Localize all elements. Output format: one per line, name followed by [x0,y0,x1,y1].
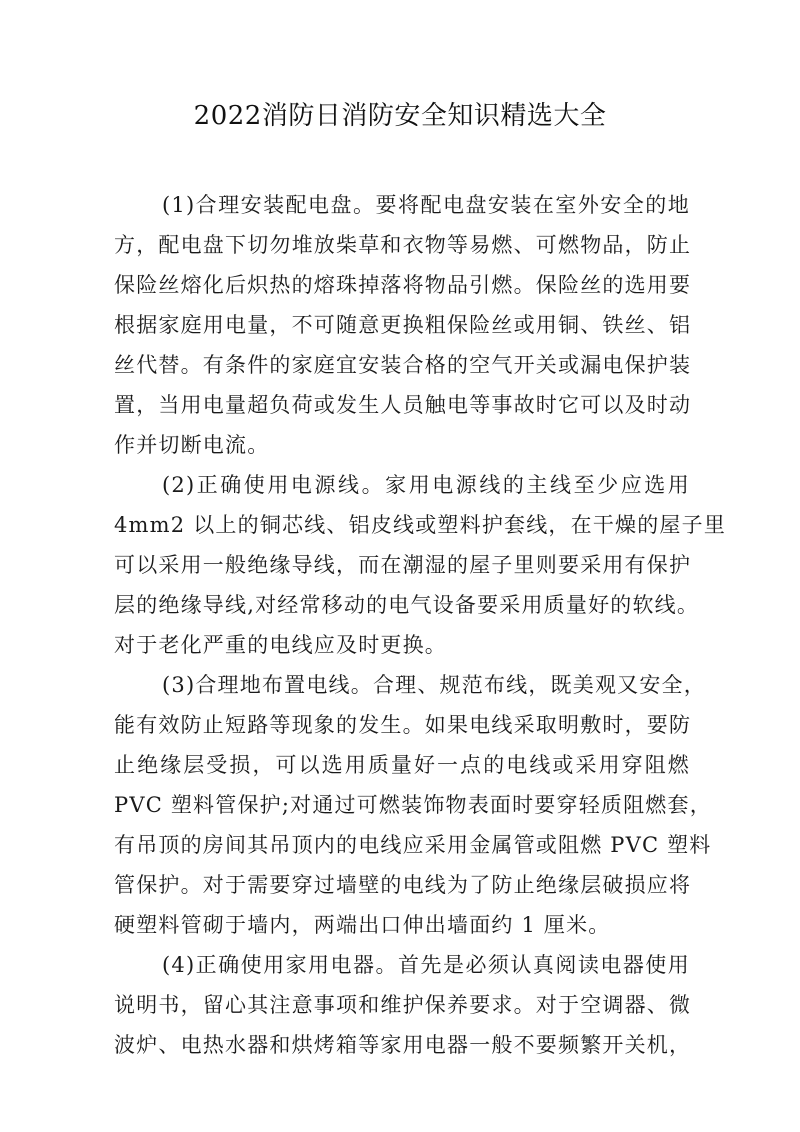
paragraph-3-line-7: 硬塑料管砌于墙内，两端出口伸出墙面约 1 厘米。 [114,913,611,937]
paragraph-1-line-4: 根据家庭用电量，不可随意更换粗保险丝或用铜、铁丝、铝 [114,313,692,337]
document-title: 2022消防日消防安全知识精选大全 [193,101,607,131]
paragraph-3-line-4: PVC 塑料管保护;对通过可燃装饰物表面时要穿轻质阻燃套， [114,793,712,817]
paragraph-2-line-1: (2)正确使用电源线。家用电源线的主线至少应选用 [162,473,690,497]
paragraph-2-line-4: 层的绝缘导线,对经常移动的电气设备要采用质量好的软线。 [114,593,700,617]
paragraph-3-line-3: 止绝缘层受损，可以选用质量好一点的电线或采用穿阻燃 [114,753,690,777]
paragraph-3-line-2: 能有效防止短路等现象的发生。如果电线采取明敷时，要防 [114,713,692,737]
paragraph-2-line-2: 4mm2 以上的铜芯线、铝皮线或塑料护套线，在干燥的屋子里 [114,513,727,537]
paragraph-1-line-5: 丝代替。有条件的家庭宜安装合格的空气开关或漏电保护装 [114,353,692,377]
paragraph-3-line-5: 有吊顶的房间其吊顶内的电线应采用金属管或阻燃 PVC 塑料 [114,833,712,857]
paragraph-1-line-6: 置，当用电量超负荷或发生人员触电等事故时它可以及时动 [114,393,692,417]
paragraph-1-line-3: 保险丝熔化后炽热的熔珠掉落将物品引燃。保险丝的选用要 [114,273,692,297]
paragraph-2-line-5: 对于老化严重的电线应及时更换。 [114,633,447,657]
paragraph-4-line-3: 波炉、电热水器和烘烤箱等家用电器一般不要频繁开关机， [114,1033,692,1057]
paragraph-3-line-1: (3)合理地布置电线。合理、规范布线，既美观又安全， [162,673,706,697]
paragraph-4-line-2: 说明书，留心其注意事项和维护保养要求。对于空调器、微 [114,993,692,1017]
paragraph-3-line-6: 管保护。对于需要穿过墙壁的电线为了防止绝缘层破损应将 [114,873,692,897]
paragraph-2-line-3: 可以采用一般绝缘导线，而在潮湿的屋子里则要采用有保护 [114,553,692,577]
paragraph-1-line-7: 作并切断电流。 [114,433,270,457]
paragraph-4-line-1: (4)正确使用家用电器。首先是必须认真阅读电器使用 [162,953,690,977]
paragraph-1-line-1: (1)合理安装配电盘。要将配电盘安装在室外安全的地 [162,193,690,217]
paragraph-1-line-2: 方，配电盘下切勿堆放柴草和衣物等易燃、可燃物品，防止 [114,233,692,257]
